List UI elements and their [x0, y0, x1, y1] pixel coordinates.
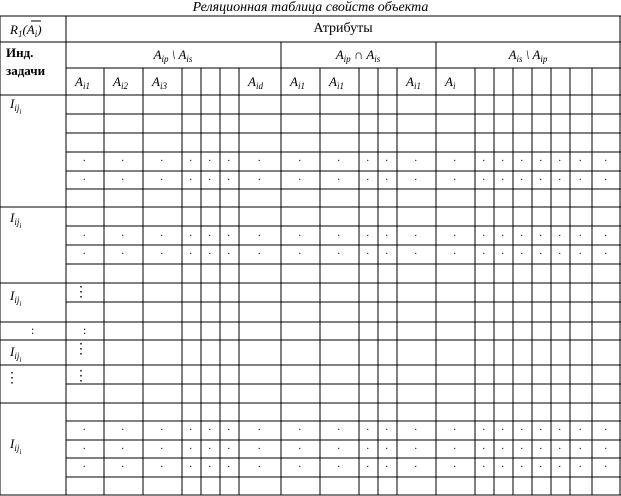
ellipsis-dot: .: [189, 441, 192, 452]
ellipsis-dot: .: [83, 422, 86, 433]
ellipsis-dot: .: [579, 422, 582, 433]
corner-relation-label: $R_1(A_i)$: [10, 22, 42, 39]
ellipsis-dot: .: [337, 228, 340, 239]
ellipsis-dot: .: [385, 422, 388, 433]
ellipsis-dot: .: [414, 228, 417, 239]
colon-ellipsis: :: [83, 323, 87, 337]
ellipsis-dot: .: [298, 228, 301, 239]
ellipsis-dot: .: [520, 153, 523, 164]
ellipsis-dot: .: [227, 172, 230, 183]
vertical-ellipsis: ⋮: [5, 371, 19, 386]
row-index-label: $I_{iji}$: [10, 436, 22, 456]
ellipsis-dot: .: [227, 422, 230, 433]
vertical-ellipsis: ⋮: [74, 342, 88, 357]
ellipsis-dot: .: [208, 172, 211, 183]
ellipsis-dot: .: [539, 228, 542, 239]
ellipsis-dot: .: [208, 422, 211, 433]
column-header: $A_{i2}$: [113, 74, 128, 91]
ellipsis-dot: .: [414, 459, 417, 470]
ellipsis-dot: .: [366, 172, 369, 183]
ellipsis-dot: .: [520, 459, 523, 470]
ellipsis-dot: .: [604, 228, 607, 239]
ellipsis-dot: .: [121, 246, 124, 257]
ellipsis-dot: .: [208, 153, 211, 164]
ellipsis-dot: .: [539, 172, 542, 183]
row-index-label: $I_{iji}$: [10, 210, 22, 230]
ellipsis-dot: .: [453, 459, 456, 470]
ellipsis-dot: .: [539, 246, 542, 257]
ellipsis-dot: .: [83, 441, 86, 452]
ellipsis-dot: .: [453, 246, 456, 257]
ellipsis-dot: .: [385, 441, 388, 452]
ellipsis-dot: .: [189, 228, 192, 239]
ellipsis-dot: .: [482, 459, 485, 470]
ellipsis-dot: .: [558, 459, 561, 470]
ellipsis-dot: .: [501, 228, 504, 239]
ellipsis-dot: .: [539, 459, 542, 470]
ellipsis-dot: .: [121, 459, 124, 470]
ellipsis-dot: .: [414, 246, 417, 257]
table-caption: Реляционная таблица свойств объекта: [192, 0, 429, 15]
vertical-ellipsis: ⋮: [74, 369, 88, 384]
ellipsis-dot: .: [227, 153, 230, 164]
ellipsis-dot: .: [604, 153, 607, 164]
ellipsis-dot: .: [414, 172, 417, 183]
ellipsis-dot: .: [160, 459, 163, 470]
ellipsis-dot: .: [604, 172, 607, 183]
ellipsis-dot: .: [579, 153, 582, 164]
ellipsis-dot: .: [160, 422, 163, 433]
ellipsis-dot: .: [558, 172, 561, 183]
ellipsis-dot: .: [539, 422, 542, 433]
index-label: Инд.: [6, 45, 34, 60]
ellipsis-dot: .: [189, 459, 192, 470]
ellipsis-dot: .: [482, 228, 485, 239]
ellipsis-dot: .: [453, 441, 456, 452]
ellipsis-dot: .: [208, 459, 211, 470]
ellipsis-dot: .: [258, 422, 261, 433]
ellipsis-dot: .: [385, 246, 388, 257]
ellipsis-dot: .: [189, 153, 192, 164]
ellipsis-dot: .: [482, 422, 485, 433]
ellipsis-dot: .: [160, 172, 163, 183]
ellipsis-dot: .: [604, 246, 607, 257]
ellipsis-dot: .: [83, 459, 86, 470]
ellipsis-dot: .: [160, 246, 163, 257]
ellipsis-dot: .: [385, 228, 388, 239]
ellipsis-dot: .: [501, 441, 504, 452]
ellipsis-dot: .: [604, 422, 607, 433]
ellipsis-dot: .: [366, 422, 369, 433]
row-index-label: $I_{iji}$: [10, 288, 22, 308]
ellipsis-dot: .: [366, 228, 369, 239]
ellipsis-dot: .: [208, 246, 211, 257]
ellipsis-dot: .: [501, 422, 504, 433]
ellipsis-dot: .: [579, 172, 582, 183]
ellipsis-dot: .: [227, 441, 230, 452]
ellipsis-dot: .: [539, 441, 542, 452]
ellipsis-dot: .: [520, 172, 523, 183]
ellipsis-dot: .: [208, 441, 211, 452]
ellipsis-dot: .: [189, 172, 192, 183]
ellipsis-dot: .: [258, 459, 261, 470]
column-header: $A_{i1}$: [75, 74, 90, 91]
ellipsis-dot: .: [520, 441, 523, 452]
ellipsis-dot: .: [558, 153, 561, 164]
ellipsis-dot: .: [121, 172, 124, 183]
ellipsis-dot: .: [258, 228, 261, 239]
ellipsis-dot: .: [558, 246, 561, 257]
ellipsis-dot: .: [414, 422, 417, 433]
ellipsis-dot: .: [579, 459, 582, 470]
ellipsis-dot: .: [579, 246, 582, 257]
ellipsis-dot: .: [520, 228, 523, 239]
ellipsis-dot: .: [160, 441, 163, 452]
column-header: $A_{i1}$: [406, 74, 421, 91]
ellipsis-dot: .: [453, 422, 456, 433]
ellipsis-dot: .: [579, 228, 582, 239]
column-header: $A_{id}$: [248, 74, 263, 91]
index-label: задачи: [6, 63, 46, 78]
ellipsis-dot: .: [121, 422, 124, 433]
ellipsis-dot: .: [258, 246, 261, 257]
ellipsis-dot: .: [83, 172, 86, 183]
ellipsis-dot: .: [604, 441, 607, 452]
ellipsis-dot: .: [366, 441, 369, 452]
ellipsis-dot: .: [337, 422, 340, 433]
ellipsis-dot: .: [579, 441, 582, 452]
ellipsis-dot: .: [453, 172, 456, 183]
row-index-label: $I_{iji}$: [10, 96, 22, 116]
ellipsis-dot: .: [482, 246, 485, 257]
ellipsis-dot: .: [482, 441, 485, 452]
ellipsis-dot: .: [453, 228, 456, 239]
ellipsis-dot: .: [558, 422, 561, 433]
ellipsis-dot: .: [298, 246, 301, 257]
ellipsis-dot: .: [414, 153, 417, 164]
ellipsis-dot: .: [298, 459, 301, 470]
ellipsis-dot: .: [227, 246, 230, 257]
ellipsis-dot: .: [385, 459, 388, 470]
column-header: $A_{i1}$: [329, 74, 344, 91]
ellipsis-dot: .: [121, 153, 124, 164]
ellipsis-dot: .: [520, 246, 523, 257]
colon-ellipsis: :: [31, 323, 35, 337]
column-header: $A_{i1}$: [290, 74, 305, 91]
ellipsis-dot: .: [558, 228, 561, 239]
ellipsis-dot: .: [501, 246, 504, 257]
ellipsis-dot: .: [385, 172, 388, 183]
ellipsis-dot: .: [208, 228, 211, 239]
ellipsis-dot: .: [258, 172, 261, 183]
ellipsis-dot: .: [414, 441, 417, 452]
ellipsis-dot: .: [258, 153, 261, 164]
ellipsis-dot: .: [189, 246, 192, 257]
ellipsis-dot: .: [501, 153, 504, 164]
attributes-header: Атрибуты: [313, 21, 373, 36]
ellipsis-dot: .: [121, 441, 124, 452]
ellipsis-dot: .: [539, 153, 542, 164]
ellipsis-dot: .: [337, 459, 340, 470]
ellipsis-dot: .: [298, 441, 301, 452]
ellipsis-dot: .: [482, 153, 485, 164]
row-index-label: $I_{iji}$: [10, 344, 22, 364]
ellipsis-dot: .: [604, 459, 607, 470]
ellipsis-dot: .: [337, 441, 340, 452]
ellipsis-dot: .: [366, 153, 369, 164]
group-header: $A_{is}$ \ $A_{ip}$: [508, 47, 548, 64]
ellipsis-dot: .: [482, 172, 485, 183]
ellipsis-dot: .: [83, 228, 86, 239]
ellipsis-dot: .: [189, 422, 192, 433]
column-header: $A_i$: [445, 74, 456, 91]
ellipsis-dot: .: [337, 246, 340, 257]
ellipsis-dot: .: [337, 153, 340, 164]
ellipsis-dot: .: [558, 441, 561, 452]
ellipsis-dot: .: [258, 441, 261, 452]
ellipsis-dot: .: [366, 246, 369, 257]
ellipsis-dot: .: [337, 172, 340, 183]
ellipsis-dot: .: [160, 228, 163, 239]
vertical-ellipsis: ⋮: [74, 285, 88, 300]
ellipsis-dot: .: [121, 228, 124, 239]
ellipsis-dot: .: [298, 172, 301, 183]
ellipsis-dot: .: [501, 459, 504, 470]
ellipsis-dot: .: [298, 422, 301, 433]
ellipsis-dot: .: [227, 228, 230, 239]
ellipsis-dot: .: [160, 153, 163, 164]
ellipsis-dot: .: [298, 153, 301, 164]
column-header: $A_{i3}$: [152, 74, 167, 91]
ellipsis-dot: .: [520, 422, 523, 433]
ellipsis-dot: .: [385, 153, 388, 164]
ellipsis-dot: .: [227, 459, 230, 470]
ellipsis-dot: .: [83, 153, 86, 164]
group-header: $A_{ip}$ ∩ $A_{is}$: [335, 47, 381, 64]
ellipsis-dot: .: [83, 246, 86, 257]
ellipsis-dot: .: [366, 459, 369, 470]
ellipsis-dot: .: [453, 153, 456, 164]
group-header: $A_{ip}$ \ $A_{is}$: [153, 47, 193, 64]
ellipsis-dot: .: [501, 172, 504, 183]
